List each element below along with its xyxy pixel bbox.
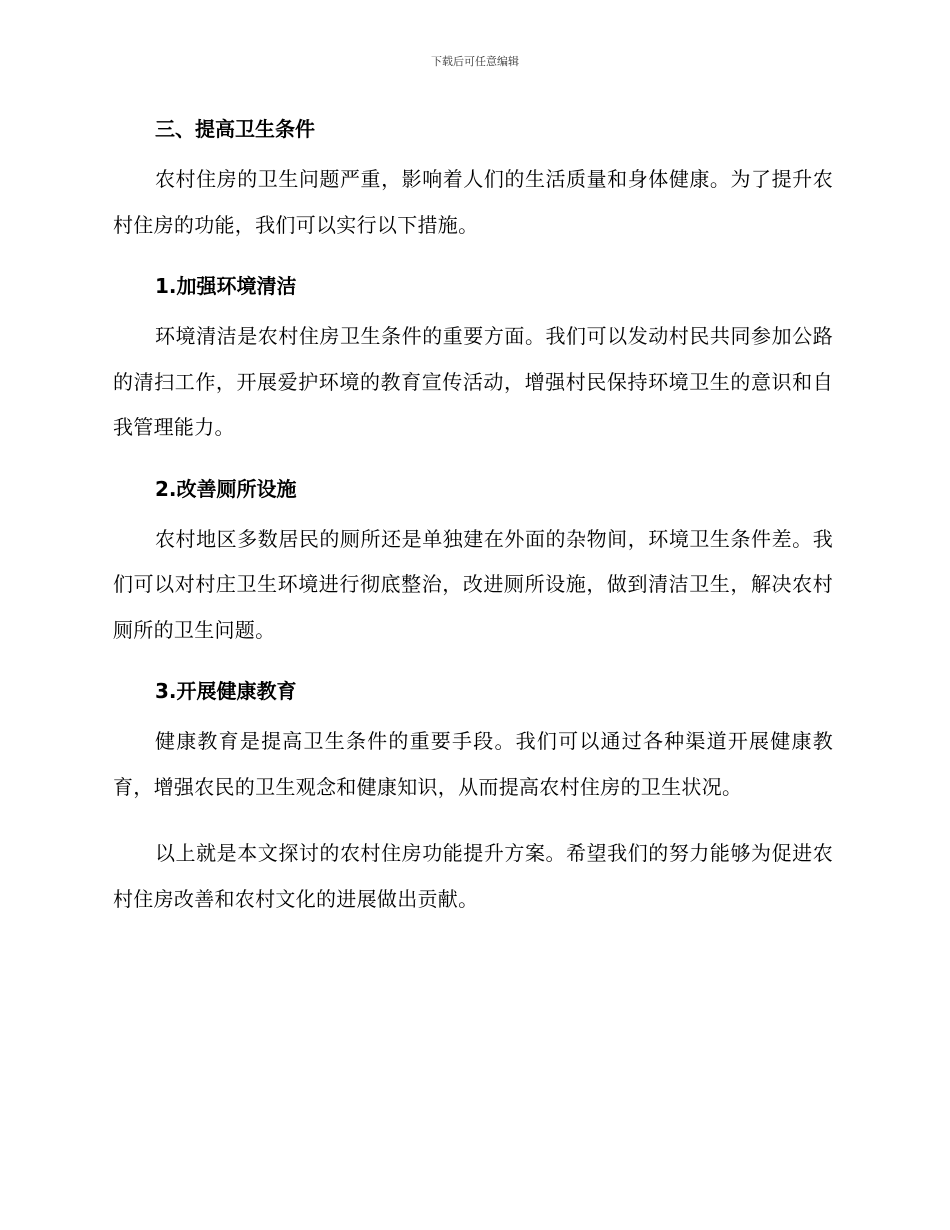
item-body-1: 环境清洁是农村住房卫生条件的重要方面。我们可以发动村民共同参加公路的清扫工作，开展爱护环境的教育宣传活动，增强村民保持环境卫生的意识和自我管理能力。 <box>113 324 833 439</box>
header-note: 下载后可任意编辑 <box>431 55 519 68</box>
section-title: 三、提高卫生条件 <box>155 117 315 141</box>
item-body-3: 健康教育是提高卫生条件的重要手段。我们可以通过各种渠道开展健康教育，增强农民的卫生观念和健康知识，从而提高农村住房的卫生状况。 <box>113 729 833 799</box>
intro-paragraph: 农村住房的卫生问题严重，影响着人们的生活质量和身体健康。为了提升农村住房的功能，我们可以实行以下措施。 <box>113 167 833 237</box>
item-heading-3: 3.开展健康教育 <box>155 679 297 703</box>
document-body <box>113 112 833 922</box>
item-body-2: 农村地区多数居民的厕所还是单独建在外面的杂物间，环境卫生条件差。我们可以对村庄卫生环境进行彻底整治，改进厕所设施，做到清洁卫生，解决农村厕所的卫生问题。 <box>113 526 833 642</box>
conclusion-paragraph: 以上就是本文探讨的农村住房功能提升方案。希望我们的努力能够为促进农村住房改善和农村文化的进展做出贡献。 <box>113 841 833 911</box>
item-heading-1: 1.加强环境清洁 <box>155 274 297 298</box>
item-heading-2: 2.改善厕所设施 <box>155 476 297 501</box>
